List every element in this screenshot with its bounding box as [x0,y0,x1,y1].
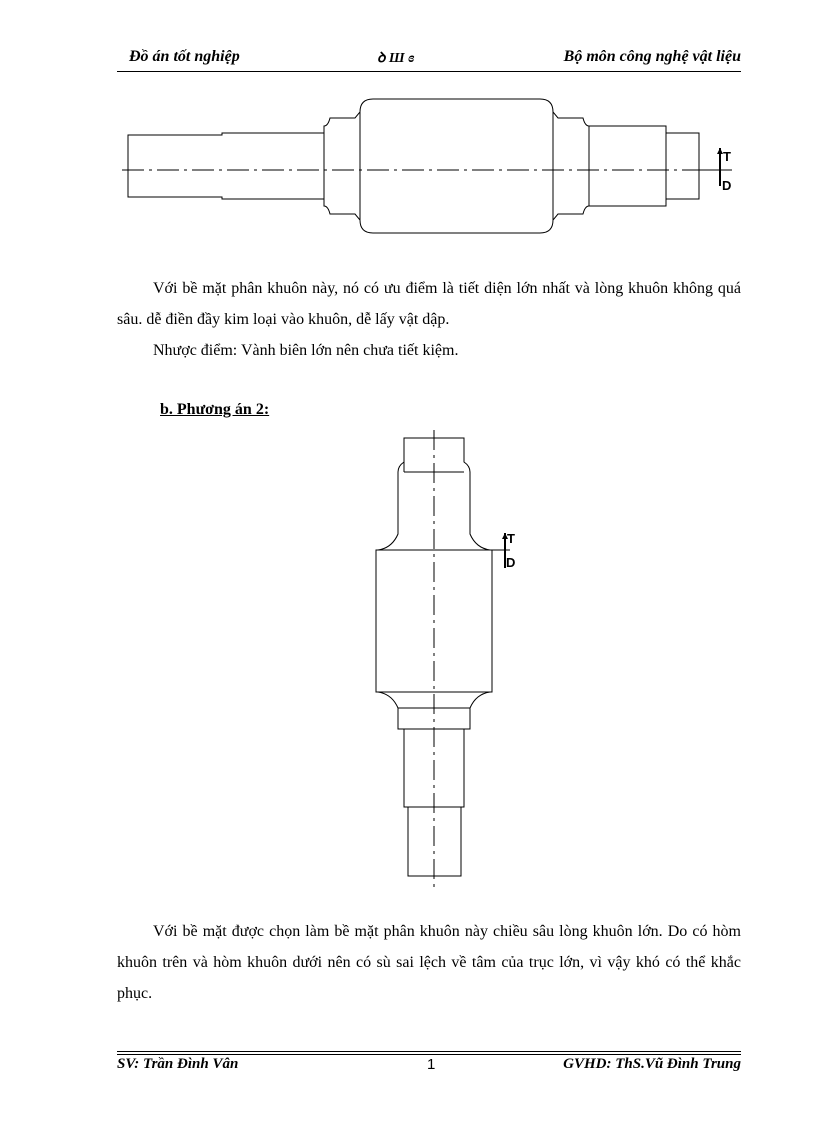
footer-student: SV: Trần Đình Vân [117,1056,239,1072]
parting-label-top-2: T [507,531,515,546]
header-ornament: ꝺ Ш ɞ [377,51,415,66]
section-heading: b. Phương án 2: [160,401,270,418]
shaft-outline [128,99,699,233]
parting-label-bottom-2: D [506,555,516,570]
header-right-title: Bộ môn công nghệ vật liệu [563,48,741,65]
footer-rule-top [117,1051,741,1052]
figure-shaft-vertical [360,428,530,890]
paragraph-disadvantages [117,335,741,366]
paragraph-disadvantages-text: Nhược điểm: Vành biên lớn nên chưa tiết kiệm. [153,342,459,359]
parting-label-bottom: D [722,178,732,193]
paragraph-option2 [117,916,741,1009]
figure-shaft-horizontal [110,90,750,250]
page-header [117,48,741,72]
paragraph-advantages [117,273,741,335]
parting-label-top: T [723,149,731,164]
page-number: 1 [427,1056,436,1073]
paragraph-advantages-text: Với bề mặt phân khuôn này, nó có ưu điểm là tiết diện lớn nhất và lòng khuôn không quá sâu. dễ điền đầy kim loại vào khuôn, dễ lấy vật dập. [117,280,741,328]
footer-rule-bottom [117,1054,741,1055]
header-left-title: Đồ án tốt nghiệp [129,48,240,65]
page-footer [117,1056,741,1078]
paragraph-option2-text: Với bề mặt được chọn làm bề mặt phân khuôn này chiều sâu lòng khuôn lớn. Do có hòm khuôn trên và hòm khuôn dưới nên có sù sai lệch về tâm của trục lớn, vì vậy khó có thể khắc phục. [117,923,741,1002]
header-rule [117,71,741,72]
footer-advisor: GVHD: ThS.Vũ Đình Trung [563,1056,741,1072]
